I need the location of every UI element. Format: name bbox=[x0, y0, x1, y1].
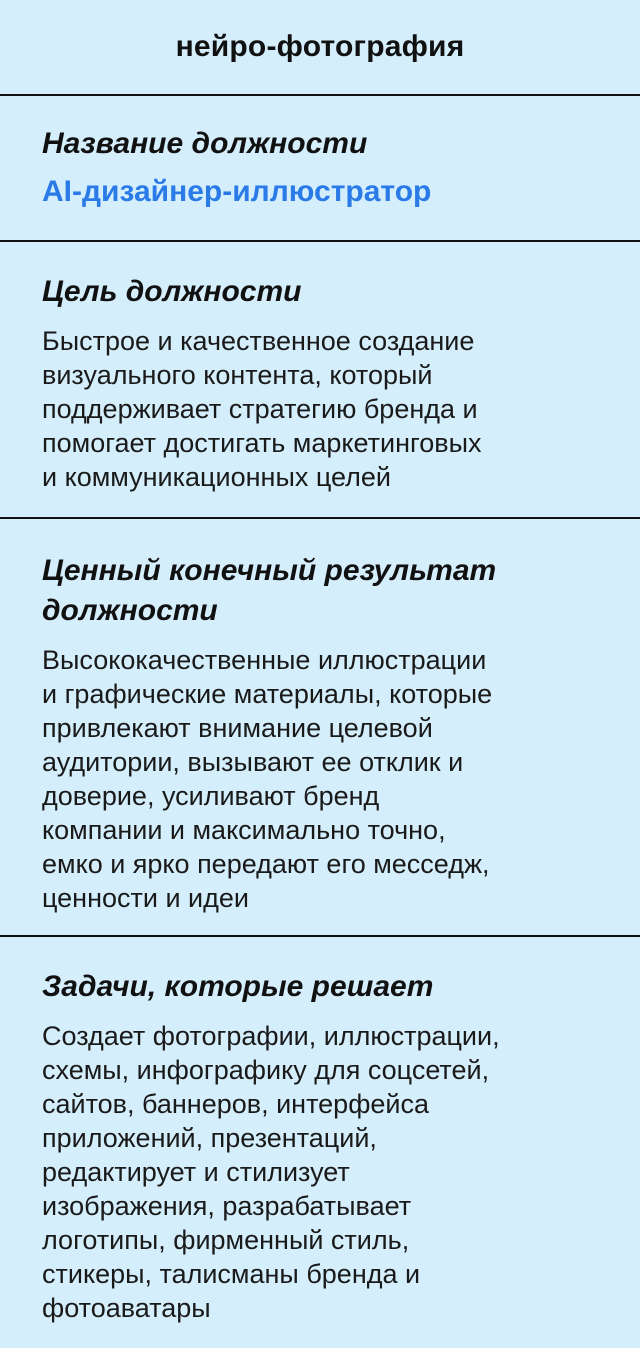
goal-heading: Цель должности bbox=[42, 275, 302, 308]
goal-text: Быстрое и качественное создание визуального контента, который поддерживает стратегию бренда и помогает достигать маркетинговых и коммуникационных целей bbox=[42, 326, 482, 492]
tasks-heading: Задачи, которые решает bbox=[42, 970, 434, 1003]
result-section bbox=[0, 519, 640, 937]
goal-section bbox=[0, 242, 640, 519]
tasks-text: Создает фотографии, иллюстрации, схемы, инфографику для соцсетей, сайтов, баннеров, интерфейса приложений, презентаций, редактирует и стилизует изображения, разрабатывает логотипы, фирменный стиль, стикеры, талисманы бренда и фотоаватары bbox=[42, 1021, 500, 1323]
result-text: Высококачественные иллюстрации и графические материалы, которые привлекают внимание целевой аудитории, вызывают ее отклик и доверие, усиливают бренд компании и максимально точно, емко и ярко передают его месседж, ценности и идеи bbox=[42, 645, 493, 913]
page-title: нейро-фотография bbox=[175, 30, 465, 63]
result-heading: Ценный конечный результат должности bbox=[42, 554, 497, 627]
position-section bbox=[0, 96, 640, 242]
position-heading: Название должности bbox=[42, 127, 368, 160]
position-value: AI-дизайнер-иллюстратор bbox=[42, 175, 432, 208]
tasks-section bbox=[0, 937, 640, 1348]
card-header bbox=[0, 0, 640, 96]
